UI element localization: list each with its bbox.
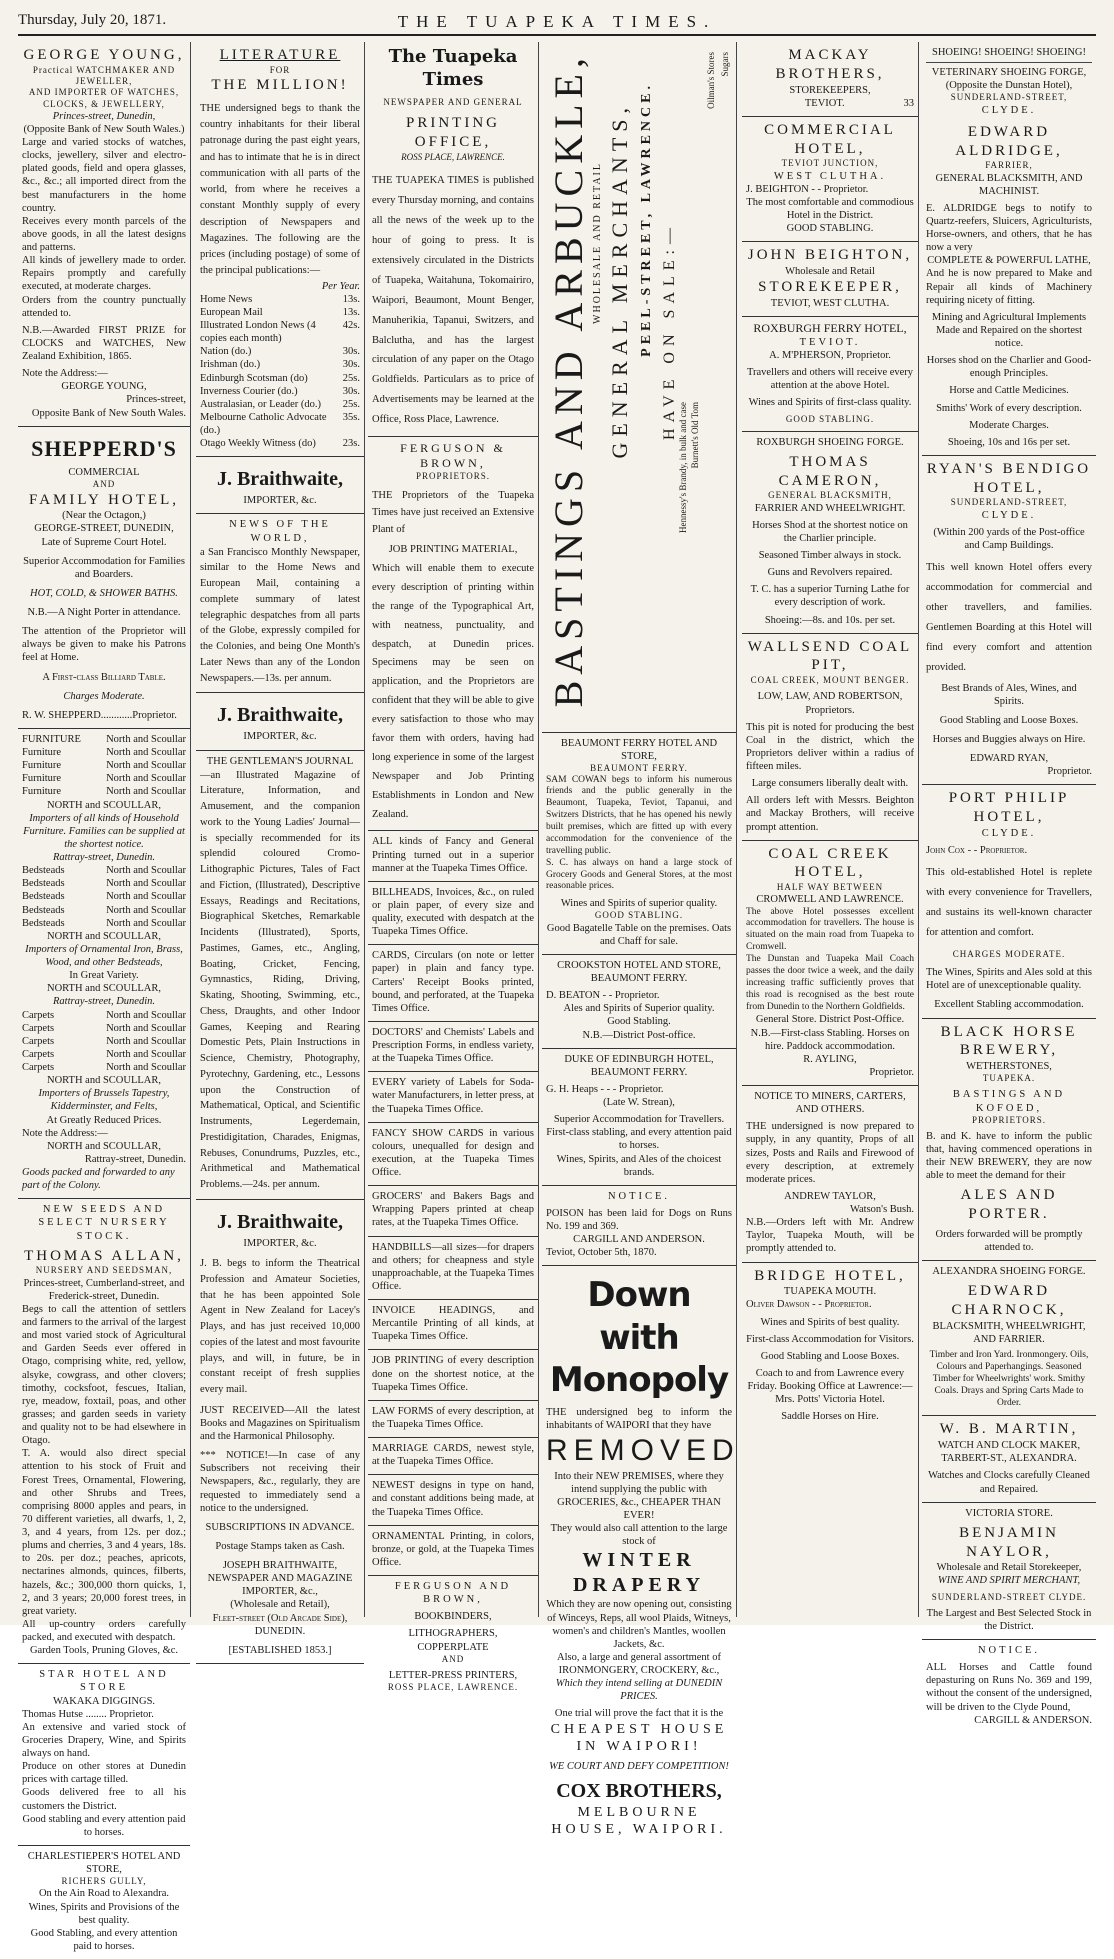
column-3 xyxy=(368,42,539,1693)
furniture-value: North and Scoullar xyxy=(106,773,186,785)
furniture-row xyxy=(22,733,186,746)
bedsteads-value: North and Scoullar xyxy=(106,891,186,903)
ad-victoria-store: VICTORIA STORE. BENJAMIN NAYLOR, Wholesale and Retail Storekeeper, WINE AND SPIRIT MERCHANT, SUNDERLAND-STREET CLYDE. The Largest and Best Selected Stock in the District. xyxy=(922,1503,1096,1640)
newspaper-title: THE TUAPEKA TIMES. xyxy=(397,12,717,31)
ad-ryans-bendigo-hotel: RYAN'S BENDIGO HOTEL, SUNDERLAND-STREET, CLYDE. (Within 200 yards of the Post-office and Camp Buildings. This well known Hotel offers every accommodation for commercial and other travellers, and families. Gentlemen Boarding at this Hotel will find every comfort and attention provided. Best Brands of Ales, Wines, and Spirits. Good Stabling and Loose Boxes. Horses and Buggies always on Hire. EDWARD RYAN, Proprietor. xyxy=(922,456,1096,786)
publication-value: 13s. xyxy=(342,306,360,318)
ad-braithwaite-1: J. Braithwaite, IMPORTER, &c. xyxy=(196,457,364,514)
printing-service-item: JOB PRINTING of every description done on the shortest notice, at the Tuapeka Times Office. xyxy=(368,1350,538,1400)
carpets-item: Carpets xyxy=(22,1048,55,1060)
ad-north-scoullar: FURNITURE North and Scoullar Furniture North and Scoullar Furniture North and Scoullar Furniture North and Scoullar Furniture North and Scoullar NORTH and SCOULLAR, Importers of all kinds of Household Furniture. Families can be supplied at the shortest notice. Rattray-street, Dunedin. Bedsteads North and Scoullar Bedsteads North and Scoullar Bedsteads North and Scoullar Bedsteads North and Scoullar Bedsteads North and Scoullar NORTH and SCOULLAR, Importers of Ornamental Iron, Brass, Wood, and other Bedsteads, In Great Variety. NORTH and SCOULLAR, Rattray-street, Dunedin. Carpets North and Scoullar Carpets North and Scoullar Carpets North and Scoullar Carpets North and Scoullar Carpets North and Scoullar NORTH and SCOULLAR, Importers of Brussels Tapestry, Kidderminster, and Felts, At Greatly Reduced Prices. Note the Address:— NORTH and SCOULLAR, Rattray-street, Dunedin. Goods packed and forwarded to any part of the Colony. xyxy=(18,729,190,1199)
ad-crookston-hotel: CROOKSTON HOTEL AND STORE, BEAUMONT FERRY. D. BEATON - - Proprietor. Ales and Spirits of Superior quality. Good Stabling. N.B.—District Post-office. xyxy=(542,955,736,1049)
ad-beaumont-ferry-hotel: BEAUMONT FERRY HOTEL AND STORE, BEAUMONT FERRY. SAM COWAN begs to inform his numerous friends and the public generally in the Beaumont, Tuapeka, Teviot, Tapanui, and Switzers Districts, that he has opened his newly built premises, which are fitted up with every accommodation for the convenience of the travelling public. S. C. has always on hand a large stock of Grocery Goods and General Stores, at the most reasonable prices. Wines and Spirits of superior quality. GOOD STABLING. Good Bagatelle Table on the premises. Oats and Chaff for sale. xyxy=(542,733,736,955)
column-2 xyxy=(196,42,365,1656)
bedsteads-list xyxy=(22,864,186,930)
ad-ferguson-brown: FERGUSON & BROWN, PROPRIETORS. THE Proprietors of the Tuapeka Times have just received an Extensive Plant of JOB PRINTING MATERIAL, Which will enable them to execute every description of printing within the range of the Typographical Art, with neatness, punctuality, and despatch, at Dunedin prices. Specimens may be seen on application, and the Proprietors are confident that they will be able to give every satisfaction to those who may favor them with orders, having had long experience in some of the largest Newspaper and Job Printing Establishments in London and New Zealand. xyxy=(368,437,538,831)
issue-date: Thursday, July 20, 1871. xyxy=(18,12,167,28)
ad-braithwaite-2: J. Braithwaite, IMPORTER, &c. xyxy=(196,693,364,750)
printing-service-item: DOCTORS' and Chemists' Labels and Prescription Forms, in endless variety, at the Tuapeka Times Office. xyxy=(368,1022,538,1072)
ad-bastings-arbuckle: BASTINGS AND ARBUCKLE, WHOLESALE AND RETAIL GENERAL MERCHANTS, PEEL-STREET, LAWRENCE. HAVE ON SALE:— Hennessy's Brandy, in bulk and case Burnett's Old Tom Oilman's Stores Sugars xyxy=(542,42,736,733)
bedsteads-row xyxy=(22,890,186,903)
bedsteads-item: Bedsteads xyxy=(22,865,65,877)
printing-services-list xyxy=(368,831,538,1576)
bedsteads-row xyxy=(22,917,186,930)
printing-service-item: LAW FORMS of every description, at the Tuapeka Times Office. xyxy=(368,1401,538,1438)
publication-value: 25s. xyxy=(342,398,360,410)
carpets-item: Carpets xyxy=(22,1062,55,1073)
furniture-value: North and Scoullar xyxy=(106,733,186,745)
ad-notice-horses-cattle: NOTICE. ALL Horses and Cattle found depasturing on Runs No. 369 and 199, without the consent of the undersigned, will be driven to the Clyde Pound, CARGILL & ANDERSON. xyxy=(926,1645,1092,1726)
carpets-row xyxy=(22,1009,186,1022)
carpets-row xyxy=(22,1035,186,1048)
printing-service-item: GROCERS' and Bakers Bags and Wrapping Papers printed at cheap rates, at the Tuapeka Times Office. xyxy=(368,1186,538,1236)
publication-row xyxy=(200,411,360,437)
ad-black-horse-brewery: BLACK HORSE BREWERY, WETHERSTONES, TUAPEKA. BASTINGS AND KOFOED, PROPRIETORS. B. and K. have to inform the public that, having commenced operations in their NEW BREWERY, they are now able to meet the demand for their ALES AND PORTER. Orders forwarded will be promptly attended to. xyxy=(922,1019,1096,1262)
bedsteads-item: Bedsteads xyxy=(22,878,65,890)
printing-service-item: CARDS, Circulars (on note or letter paper) in plain and fancy type. Carters' Receipt Books printed, bound, and perforated, at the Tuapeka Times Office. xyxy=(368,945,538,1022)
ad-veterinary-forge: SHOEING! SHOEING! SHOEING! VETERINARY SHOEING FORGE, (Opposite the Dunstan Hotel), SUNDERLAND-STREET, CLYDE. EDWARD ALDRIDGE, FARRIER, GENERAL BLACKSMITH, AND MACHINIST. E. ALDRIDGE begs to notify to Quartz-reefers, Sluicers, Agriculturists, Horse-owners, and others, that he has now a very COMPLETE & POWERFUL LATHE, And he is now prepared to Make and Repair all kinds of Machinery requiring nicety of fitting. Mining and Agricultural Implements Made and Repaired on the shortest notice. Horses shod on the Charlier and Good-enough Principles. Horse and Cattle Medicines. Smiths' Work of every description. Moderate Charges. Shoeing, 10s and 16s per set. xyxy=(922,42,1096,456)
column-6 xyxy=(922,42,1096,1726)
publication-item: Melbourne Catholic Advocate (do.) xyxy=(200,411,327,437)
column-4 xyxy=(542,42,740,1838)
column-1 xyxy=(18,42,191,1952)
publication-row xyxy=(200,345,360,358)
publication-row xyxy=(200,293,360,306)
furniture-row xyxy=(22,746,186,759)
bedsteads-value: North and Scoullar xyxy=(106,865,186,877)
furniture-value: North and Scoullar xyxy=(106,786,186,798)
bedsteads-item: Bedsteads xyxy=(22,917,65,929)
carpets-value: North and Scoullar xyxy=(106,1048,186,1060)
publication-item: Inverness Courier (do.) xyxy=(200,385,298,397)
furniture-value: North and Scoullar xyxy=(106,747,186,758)
publication-row xyxy=(200,372,360,385)
carpets-row xyxy=(22,1022,186,1035)
masthead xyxy=(18,10,1096,36)
ad-wb-martin: W. B. MARTIN, WATCH AND CLOCK MAKER, TARBERT-ST., ALEXANDRA. Watches and Clocks carefully Cleaned and Repaired. xyxy=(922,1416,1096,1502)
ad-roxburgh-shoeing-forge: ROXBURGH SHOEING FORGE. THOMAS CAMERON, GENERAL BLACKSMITH, FARRIER AND WHEELWRIGHT. Horses Shod at the shortest notice on the Charlier principle. Seasoned Timber always in stock. Guns and Revolvers repaired. T. C. has a superior Turning Lathe for every description of work. Shoeing:—8s. and 10s. per set. xyxy=(742,432,918,634)
furniture-item: Furniture xyxy=(22,773,62,785)
ad-braithwaite-3: J. Braithwaite, IMPORTER, &c. J. B. begs to inform the Theatrical Profession and Amateur Societies, that he has been appointed Sole Agent in New Zealand for Lacey's Plays, and has just received 10,000 copies of the latest and most favourite plays, and will, in future, be in constant receipt of fresh supplies every mail. JUST RECEIVED—All the latest Books and Magazines on Spiritualism and the Harmonical Philosophy. *** NOTICE!—In case of any Subscribers not receiving their Newspapers, &c., regularly, they are requested to immediately send a notice to the undersigned. SUBSCRIPTIONS IN ADVANCE. Postage Stamps taken as Cash. JOSEPH BRAITHWAITE, NEWSPAPER AND MAGAZINE IMPORTER, &c., (Wholesale and Retail), Fleet-street (Old Arcade Side), DUNEDIN. [ESTABLISHED 1853.] xyxy=(196,1200,364,1664)
publication-item: Australasian, or Leader (do.) xyxy=(200,398,321,410)
carpets-value: North and Scoullar xyxy=(106,1035,186,1047)
bedsteads-row xyxy=(22,864,186,877)
bedsteads-item: Bedsteads xyxy=(22,891,65,903)
bedsteads-row xyxy=(22,904,186,917)
publication-row xyxy=(200,358,360,371)
publication-row xyxy=(200,306,360,319)
carpets-item: Carpets xyxy=(22,1009,55,1021)
publication-item: Edinburgh Scotsman (do) xyxy=(200,372,308,384)
carpets-value: North and Scoullar xyxy=(106,1062,186,1073)
printing-service-item: ORNAMENTAL Printing, in colors, bronze, or gold, at the Tuapeka Times Office. xyxy=(368,1526,538,1576)
publication-row xyxy=(200,385,360,398)
ad-commercial-hotel: COMMERCIAL HOTEL, TEVIOT JUNCTION, WEST CLUTHA. J. BEIGHTON - - Proprietor. The most comfortable and commodious Hotel in the District. GOOD STABLING. xyxy=(742,117,918,242)
publication-value: 23s. xyxy=(342,438,360,450)
ad-george-young: GEORGE YOUNG, Practical WATCHMAKER AND JEWELLER, AND IMPORTER OF WATCHES, CLOCKS, & JEWELLERY, Princes-street, Dunedin, (Opposite Bank of New South Wales.) Large and varied stocks of watches, clocks, jewellery, silver and electro-plated goods, field and opera glasses, &c., &c.; all imported direct from the best manufacturers in the home country. Receives every month parcels of the above goods, in all the latest designs and patterns. All kinds of jewellery made to order. Repairs promptly and carefully executed, at moderate charges. Orders from the country punctually attended to. N.B.—Awarded FIRST PRIZE for CLOCKS and WATCHES, New Zealand Exhibition, 1865. Note the Address:— GEORGE YOUNG, Princes-street, Opposite Bank of New South Wales. xyxy=(18,42,190,427)
bedsteads-value: North and Scoullar xyxy=(106,904,186,916)
furniture-row xyxy=(22,785,186,798)
carpets-value: North and Scoullar xyxy=(106,1022,186,1034)
publication-value: 35s. xyxy=(342,411,360,423)
bedsteads-row xyxy=(22,877,186,890)
carpets-item: Carpets xyxy=(22,1035,55,1047)
furniture-row xyxy=(22,772,186,785)
carpets-list xyxy=(22,1009,186,1075)
publication-item: European Mail xyxy=(200,306,263,318)
printing-service-item: EVERY variety of Labels for Soda-water Manufacturers, in letter press, at the Tuapeka Times Office. xyxy=(368,1072,538,1122)
printing-service-item: FANCY SHOW CARDS in various colours, unequalled for design and execution, at the Tuapeka Times Office. xyxy=(368,1123,538,1187)
publication-item: Nation (do.) xyxy=(200,346,252,358)
printing-service-item: NEWEST designs in type on hand, and constant additions being made, at the Tuapeka Times Office. xyxy=(368,1475,538,1525)
ad-literature: LITERATURE FOR THE MILLION! THE undersigned begs to thank the country inhabitants for their liberal patronage during the past eight years, and has to intimate that he is in direct communication with all parts of the world, from where he receives a constant Monthly supply of every description of Newspapers and Magazines. The following are the prices (including postage) of some of the principal publications:— Per Year. Home News 13s. European Mail 13s. Illustrated London News (4 copies each month) 42s. Nation (do.) 30s. Irishman (do.) 30s. Edinburgh Scotsman (do) 25s. Inverness Courier (do.) 30s. Australasian, or Leader (do.) 25s. Melbourne Catholic Advocate (do.) 35s. Otago Weekly Witness (do) 23s. xyxy=(196,42,364,457)
ad-thomas-allan: NEW SEEDS AND SELECT NURSERY STOCK. THOMAS ALLAN, NURSERY AND SEEDSMAN, Princes-street, Cumberland-street, and Frederick-street, Dunedin. Begs to call the attention of settlers and farmers to the arrival of the largest and most varied stock of Agricultural and Garden Seeds ever offered in Otago, comprising white, red, yellow, alsyke, cowgrass, and other clovers; timothy, cocksfoot, fescues, Italian, rye, meadow, foxtail, poas, and other grasses; and garden seeds in variety and quality not to be had elsewhere in Otago. T. A. would also direct special attention to his stock of Fruit and Forest Trees, Ornamental, Flowering, and other Shrubs and Trees, comprising 8000 apples and pears, in 70 different varieties, all dwarfs, 1, 2, 3, and 4 years, from 12s. per doz.; plums and cherries, 3 and 4 years, 18s. to 20s. per doz.; peaches, apricots, nectarines almonds, quinces, filberts, hazels, &c.; 300,000 thorn quicks, 1, 2, and 3 years; 20,000 forest trees, in great variety. All up-country orders carefully packed, and executed with despatch. Garden Tools, Pruning Gloves, &c. xyxy=(18,1199,190,1664)
ad-duke-edinburgh-hotel: DUKE OF EDINBURGH HOTEL, BEAUMONT FERRY. G. H. Heaps - - - Proprietor. (Late W. Strean), Superior Accommodation for Travellers. First-class stabling, and every attention paid to horses. Wines, Spirits, and Ales of the choicest brands. xyxy=(542,1049,736,1186)
carpets-item: Carpets xyxy=(22,1022,55,1034)
publication-row xyxy=(200,437,360,450)
bedsteads-value: North and Scoullar xyxy=(106,917,186,929)
publication-item: Home News xyxy=(200,293,253,305)
ad-notice-poison: NOTICE. POISON has been laid for Dogs on Runs No. 199 and 369. CARGILL AND ANDERSON. Teviot, October 5th, 1870. xyxy=(542,1186,736,1267)
carpets-row xyxy=(22,1048,186,1061)
furniture-list xyxy=(22,733,186,799)
carpets-value: North and Scoullar xyxy=(106,1009,186,1021)
ad-mackay-brothers: MACKAY BROTHERS, STOREKEEPERS, TEVIOT. 33 xyxy=(742,42,918,117)
carpets-row xyxy=(22,1061,186,1074)
ad-news-of-world: NEWS OF THE WORLD, a San Francisco Monthly Newspaper, similar to the Home News and European Mail, containing a complete summary of latest telegraphic despatches from all parts of the Globe, expressly compiled for the Colonies, and being One Month's Later News than any of the London Newspapers.—13s. per annum. xyxy=(196,514,364,693)
ad-port-philip-hotel: PORT PHILIP HOTEL, CLYDE. John Cox - - Proprietor. This old-established Hotel is replete with every convenience for Travellers, and sustains its well-known character for attention and comfort. CHARGES MODERATE. The Wines, Spirits and Ales sold at this Hotel are of unexceptionable quality. Excellent Stabling accommodation. xyxy=(922,785,1096,1018)
ad-charles-hotel: CHARLESTIEPER'S HOTEL AND STORE, RICHERS GULLY, On the Ain Road to Alexandra. Wines, Spirits and Provisions of the best quality. Good Stabling, and every attention paid to horses. xyxy=(27,1850,181,1952)
ad-tuapeka-times-office: The Tuapeka Times NEWSPAPER AND GENERAL PRINTING OFFICE, ROSS PLACE, LAWRENCE. THE TUAPEKA TIMES is published every Thursday morning, and contains all the news of the week up to the hour of going to press. It is extensively circulated in the Districts of Tuapeka, Waitahuna, Tokomairiro, Waipori, Beaumont, Mount Benger, Manuherikia, Tapanui, Switzers, and Balclutha, and has the largest circulation of any paper on the Otago Goldfields. Particulars as to price of Advertisements may be learned at the Office, Ross Place, Lawrence. xyxy=(368,42,538,437)
printing-service-item: HANDBILLS—all sizes—for drapers and others; for cheapness and style unapproachable, at the Tuapeka Times Office. xyxy=(368,1237,538,1301)
publication-value: 30s. xyxy=(342,346,360,358)
publication-value: 25s. xyxy=(342,372,360,384)
ad-coal-creek-hotel: COAL CREEK HOTEL, HALF WAY BETWEEN CROMWELL AND LAWRENCE. The above Hotel possesses excellent accommodation for travellers. The house is situated on the main road from Tuapeka to Cromwell. The Dunstan and Tuapeka Mail Coach passes the door twice a week, and the daily increasing traffic sufficiently proves that this road is recognised as the best route from Dunedin to the Northern Goldfields. General Store. District Post-Office. N.B.—First-class Stabling. Horses on hire. Paddock accommodation. R. AYLING, Proprietor. xyxy=(742,841,918,1086)
publication-item: Otago Weekly Witness (do) xyxy=(200,438,316,450)
printing-service-item: INVOICE HEADINGS, and Mercantile Printing of all kinds, at Tuapeka Times Office. xyxy=(368,1300,538,1350)
publication-item: Illustrated London News (4 copies each month) xyxy=(200,320,316,345)
publication-value: 42s. xyxy=(342,320,360,332)
printing-service-item: BILLHEADS, Invoices, &c., on ruled or plain paper, of every size and quality, executed with despatch at the Tuapeka Times Office. xyxy=(368,882,538,946)
ad-wallsend-coal-pit: WALLSEND COAL PIT, COAL CREEK, MOUNT BENGER. LOW, LAW, AND ROBERTSON, Proprietors. This pit is noted for producing the best Coal in the district, which the Proprietors deliver within a radius of fifteen miles. Large consumers liberally dealt with. All orders left with Messrs. Beighton and Mackay Brothers, will receive prompt attention. xyxy=(742,634,918,841)
furniture-item: Furniture xyxy=(22,786,62,798)
ad-notice-to-miners: NOTICE TO MINERS, CARTERS, AND OTHERS. THE undersigned is now prepared to supply, in any quantity, Props of all sizes, Posts and Rails and Firewood of every description, at extremely moderate prices. ANDREW TAYLOR, Watson's Bush. N.B.—Orders left with Mr. Andrew Taylor, Tuapeka Mouth, will be promptly attended to. xyxy=(742,1086,918,1263)
bedsteads-value: North and Scoullar xyxy=(106,878,186,890)
publication-row xyxy=(200,398,360,411)
ad-alexandra-shoeing-forge: ALEXANDRA SHOEING FORGE. EDWARD CHARNOCK, BLACKSMITH, WHEELWRIGHT, AND FARRIER. Timber and Iron Yard. Ironmongery. Oils, Colours and Paperhangings. Seasoned Timber for Wheelwrights' work. Smithy Coals. Drays and Spring Carts Made to Order. xyxy=(922,1261,1096,1416)
publication-row xyxy=(200,319,360,345)
ad-down-with-monopoly: Down with Monopoly THE undersigned beg to inform the inhabitants of WAIPORI that they have REMOVED Into their NEW PREMISES, where they intend supplying the public with GROCERIES, &c., CHEAPER THAN EVER! They would also call attention to the large stock of WINTER DRAPERY Which they are now opening out, consisting of Winceys, Reps, all wool Plaids, Witneys, women's and children's Mantles, woollen Jackets, &c. Also, a large and general assortment of IRONMONGERY, CROCKERY, &c., Which they intend selling at DUNEDIN PRICES. One trial will prove the fact that it is the CHEAPEST HOUSE IN WAIPORI! WE COURT AND DEFY COMPETITION! COX BROTHERS, MELBOURNE HOUSE, WAIPORI. xyxy=(546,1275,740,1838)
ad-john-beighton: JOHN BEIGHTON, Wholesale and Retail STOREKEEPER, TEVIOT, WEST CLUTHA. xyxy=(742,242,918,317)
furniture-item: FURNITURE xyxy=(22,733,81,745)
publication-value: 30s. xyxy=(342,385,360,397)
furniture-value: North and Scoullar xyxy=(106,760,186,772)
furniture-item: Furniture xyxy=(22,760,62,772)
ad-gentlemans-journal: THE GENTLEMAN'S JOURNAL —an Illustrated Magazine of Literature, Information, and Amusement, and the companion work to the Young Ladies' Journal—is specially recommended for its splendid coloured Cromo-Lithographic Pictures, Tales of Fact and Fiction, (Illustrated), Descriptive Essays, Readings and Recitations, Biographical Sketches, Remarkable Incidents (Illustrated), Sports, Pastimes, Games, etc., Angling, Boating, Cricket, Fencing, Gymnastics, Riding, Driving, Skating, Shooting, Swimming, etc., Chess, Draughts, and other Indoor Games, Keeping and Rearing Domestic Pets, Plain Instructions in Science, Chemistry, Photography, Pyrotechny, Gardening, etc., Lessons upon the Construction of Mathematical, Optical, and Scientific Instruments, Legerdemain, Prestidigitation, Charades, Enigmas, Rebuses, Conundrums, Puzzles, etc., Arithmetical and Mathematical Problems.—24s. per annum. xyxy=(196,751,364,1200)
ad-shepperd-hotel: SHEPPERD'S COMMERCIAL AND FAMILY HOTEL, (Near the Octagon,) GEORGE-STREET, DUNEDIN, Late of Supreme Court Hotel. Superior Accommodation for Families and Boarders. HOT, COLD, & SHOWER BATHS. N.B.—A Night Porter in attendance. The attention of the Proprietor will always be given to make his Patrons feel at Home. A First-class Billiard Table. Charges Moderate. R. W. SHEPPERD............Proprietor. xyxy=(18,427,190,729)
price-list xyxy=(200,293,360,451)
publication-item: Irishman (do.) xyxy=(200,359,261,371)
publication-value: 13s. xyxy=(342,293,360,305)
ad-ferguson-brown-bookbinders: FERGUSON AND BROWN, BOOKBINDERS, LITHOGRAPHERS, COPPERPLATE AND LETTER-PRESS PRINTERS, ROSS PLACE, LAWRENCE. xyxy=(387,1581,519,1693)
furniture-item: Furniture xyxy=(22,747,62,758)
ad-star-hotel: STAR HOTEL AND STORE WAKAKA DIGGINGS. Thomas Hutse ........ Proprietor. An extensive and varied stock of Groceries Drapery, Wine, and Spirits always on hand. Produce on other stores at Dunedin prices with cartage tilled. Goods delivered free to all his customers the District. Good stabling and every attention paid to horses. xyxy=(18,1664,190,1846)
printing-service-item: ALL kinds of Fancy and General Printing turned out in a superior manner at the Tuapeka Times Office. xyxy=(368,831,538,881)
ad-bridge-hotel: BRIDGE HOTEL, TUAPEKA MOUTH. Oliver Dawson - - Proprietor. Wines and Spirits of best quality. First-class Accommodation for Visitors. Good Stabling and Loose Boxes. Coach to and from Lawrence every Friday. Booking Office at Lawrence:—Mrs. Potts' Victoria Hotel. Saddle Horses on Hire. xyxy=(746,1267,914,1423)
bedsteads-item: Bedsteads xyxy=(22,904,65,916)
printing-service-item: MARRIAGE CARDS, newest style, at the Tuapeka Times Office. xyxy=(368,1438,538,1475)
publication-value: 30s. xyxy=(342,359,360,371)
column-5 xyxy=(742,42,919,1617)
furniture-row xyxy=(22,759,186,772)
ad-roxburgh-ferry-hotel: ROXBURGH FERRY HOTEL, TEVIOT. A. M'PHERSON, Proprietor. Travellers and others will receive every attention at the above Hotel. Wines and Spirits of first-class quality. GOOD STABLING. xyxy=(742,317,918,432)
